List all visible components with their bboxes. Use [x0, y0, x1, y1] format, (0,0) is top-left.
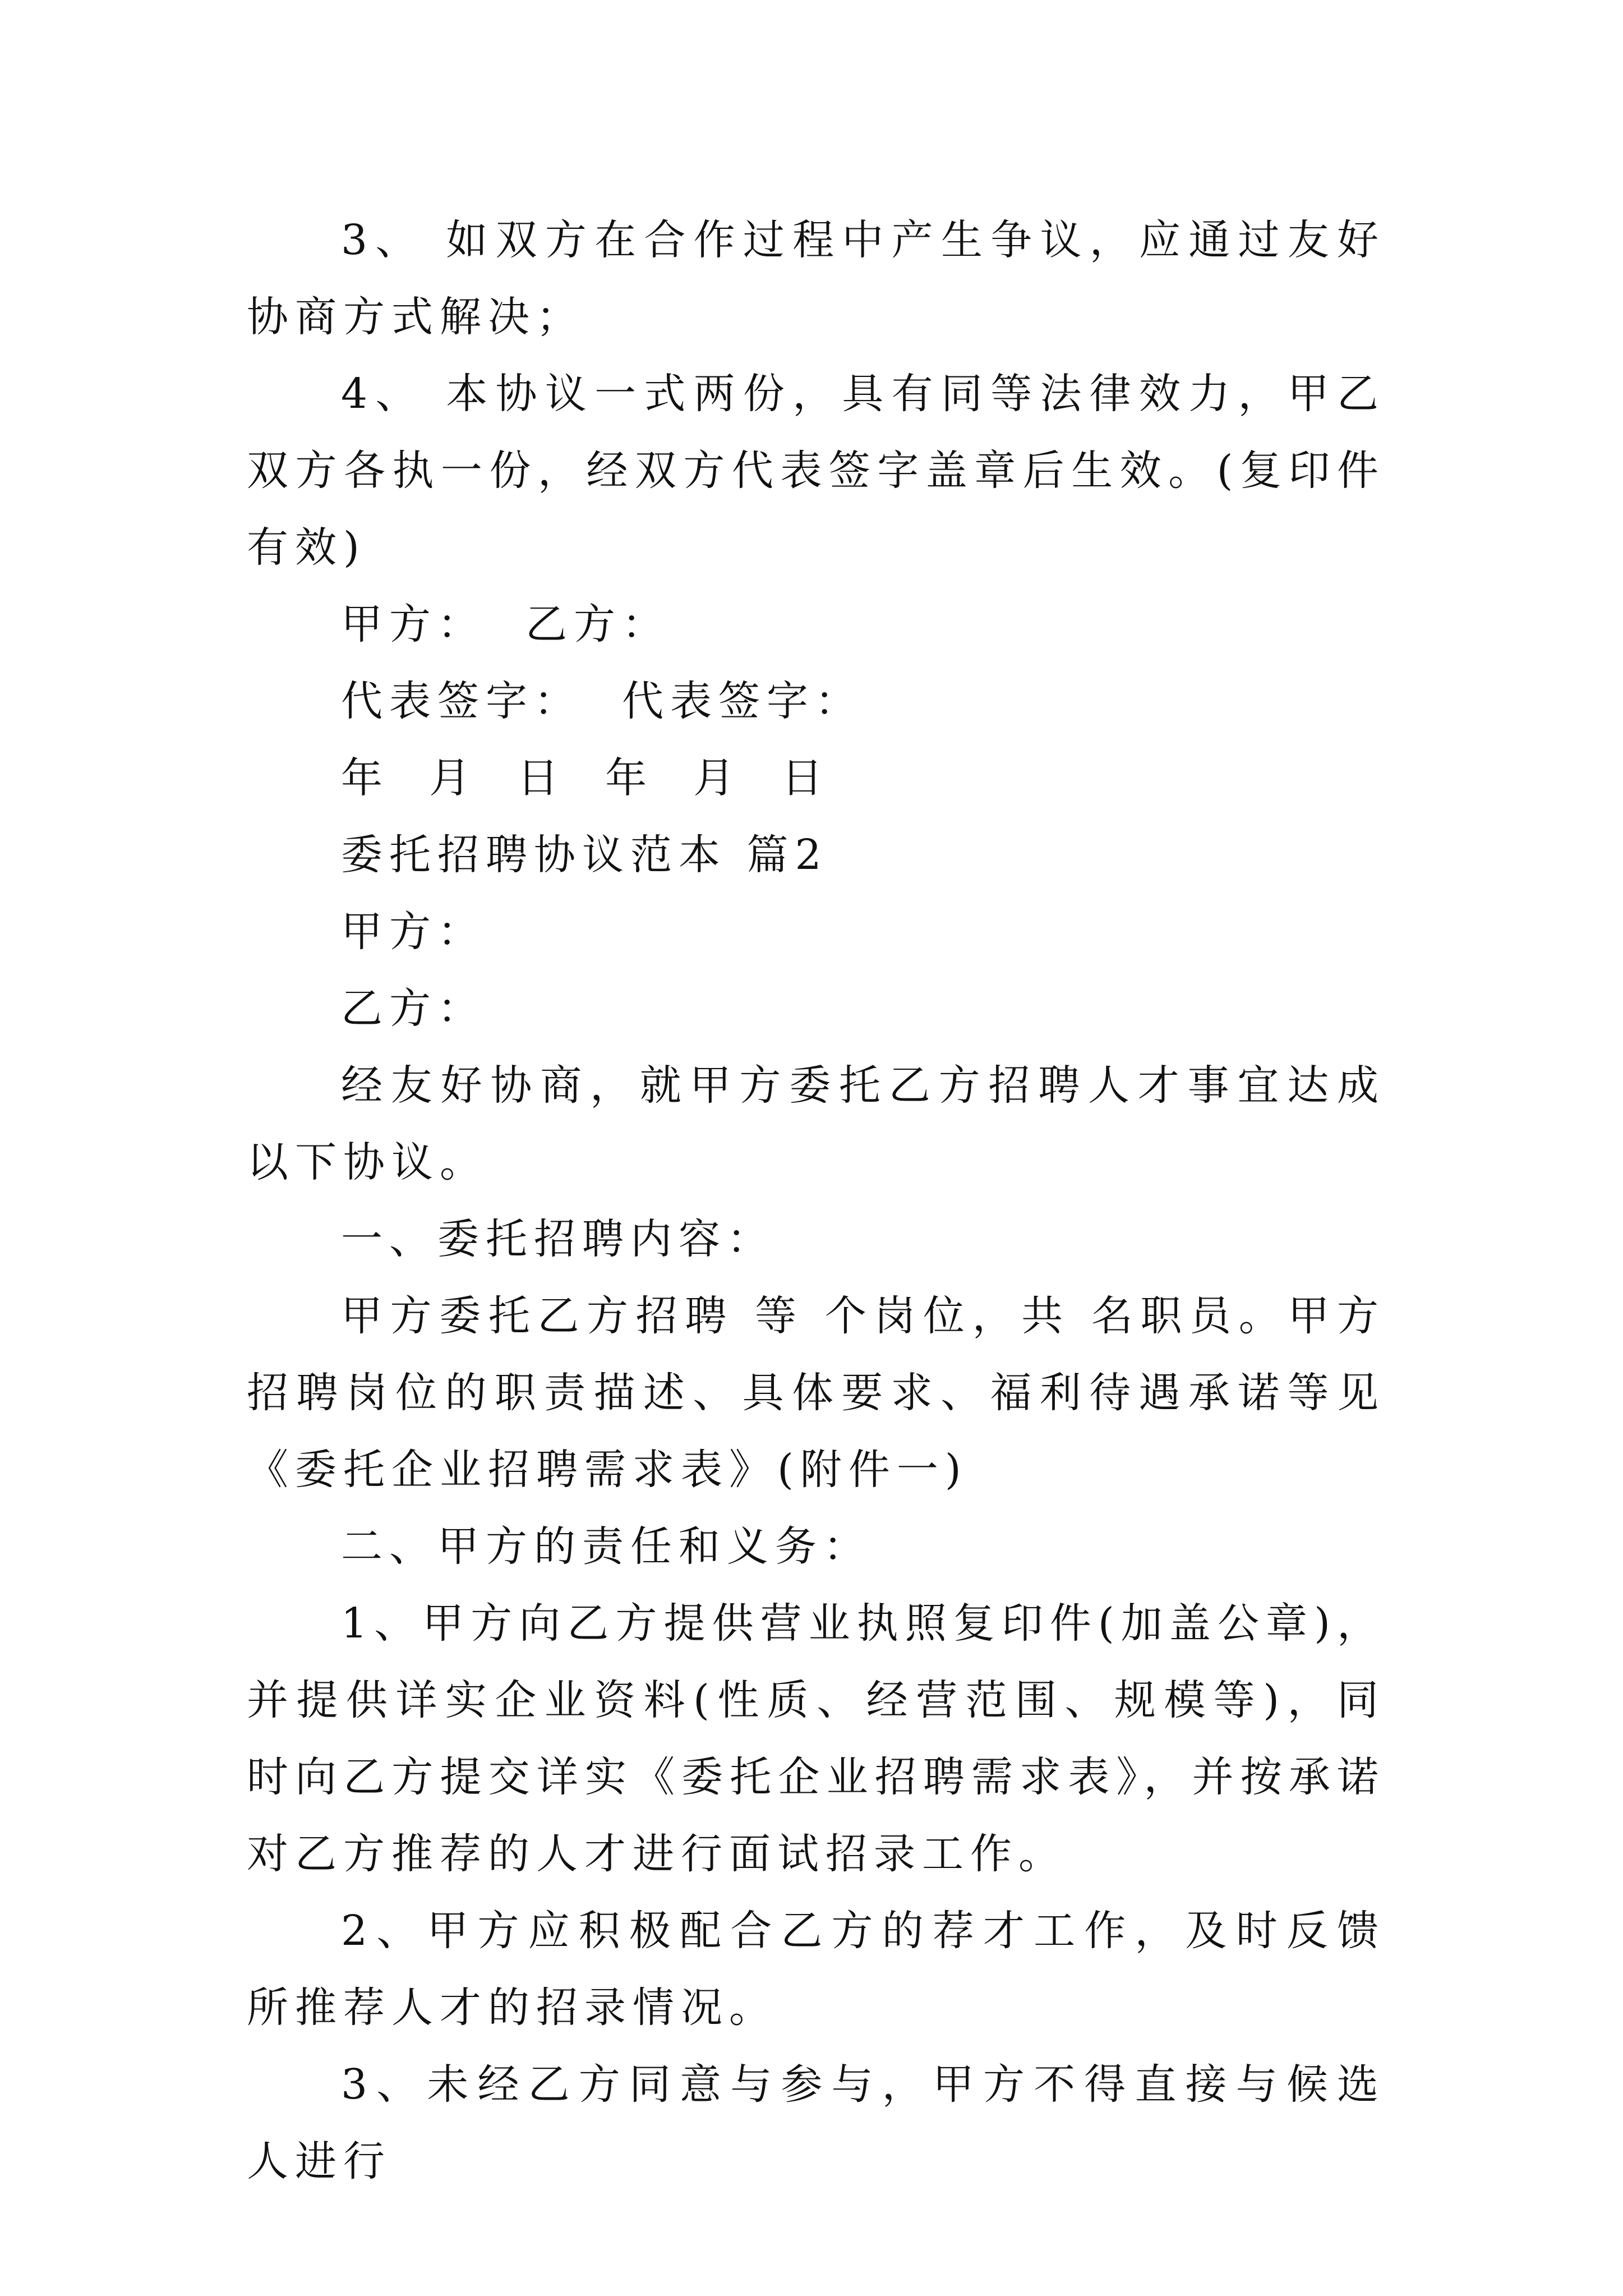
document-body	[247, 202, 1385, 2200]
paragraph-duty-1: 1、甲方向乙方提供营业执照复印件(加盖公章)，并提供详实企业资料(性质、经营范围、规模等)，同时向乙方提交详实《委托企业招聘需求表》，并按承诺对乙方推荐的人才进行面试招录工作。	[247, 1599, 1385, 1878]
paragraph-recruitment-content: 甲方委托乙方招聘 等 个岗位，共 名职员。甲方招聘岗位的职责描述、具体要求、福利待遇承诺等见《委托企业招聘需求表》(附件一)	[247, 1292, 1385, 1494]
paragraph-intro: 经友好协商，就甲方委托乙方招聘人才事宜达成以下协议。	[247, 1061, 1385, 1186]
signature-labels-line: 代表签字： 代表签字：	[341, 677, 864, 725]
heading-party-a-duties: 二、甲方的责任和义务：	[341, 1522, 872, 1571]
section-title: 委托招聘协议范本 篇2	[341, 831, 828, 879]
date-labels-line: 年 月 日 年 月 日	[341, 754, 830, 802]
party-b-label: 乙方：	[341, 984, 486, 1033]
party-labels-line: 甲方： 乙方：	[341, 600, 671, 648]
paragraph-copies-clause: 4、 本协议一式两份，具有同等法律效力，甲乙双方各执一份，经双方代表签字盖章后生效。(复印件有效)	[247, 370, 1385, 572]
paragraph-dispute-clause: 3、 如双方在合作过程中产生争议，应通过友好协商方式解决；	[247, 216, 1385, 341]
heading-recruitment-content: 一、委托招聘内容：	[341, 1215, 775, 1263]
paragraph-duty-3: 3、未经乙方同意与参与，甲方不得直接与候选人进行	[247, 2060, 1385, 2185]
party-a-label: 甲方：	[341, 908, 486, 956]
paragraph-duty-2: 2、甲方应积极配合乙方的荐才工作，及时反馈所推荐人才的招录情况。	[247, 1907, 1385, 2032]
